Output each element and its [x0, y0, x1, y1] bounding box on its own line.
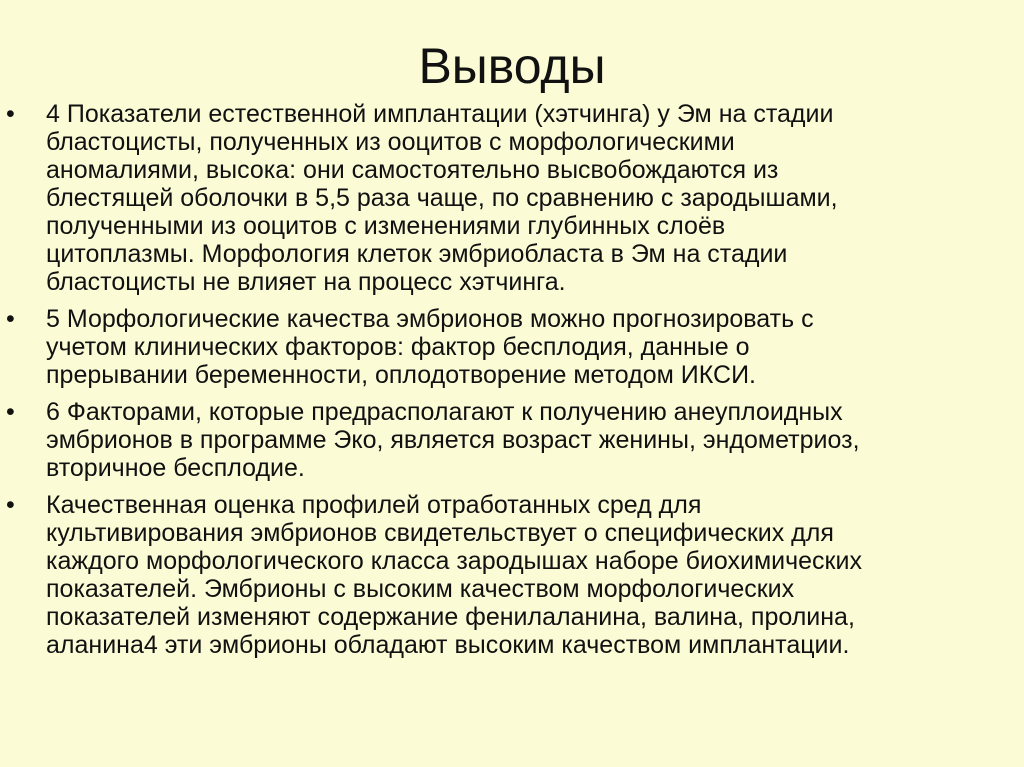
list-item-text: Качественная оценка профилей отработанных сред для культивирования эмбрионов свидетельствует о специфических для каждого морфологического класса зародышах наборе биохимических показателей. Эмбрионы с высоким качеством морфологических показателей изменяют содержание фенилаланина, валина, пролина, аланина4 эти эмбрионы обладают высоким качеством имплантации.	[46, 491, 862, 659]
list-item-text: 4 Показатели естественной имплантации (хэтчинга) у Эм на стадии бластоцисты, полученных из ооцитов с морфологическими аномалиями, высока: они самостоятельно высвобождаются из блестящей оболочки в 5,5 раза чаще, по сравнению с зародышами, полученными из ооцитов с изменениями глубинных слоёв цитоплазмы. Морфология клеток эмбриобласта в Эм на стадии бластоцисты не влияет на процесс хэтчинга.	[46, 100, 838, 296]
bullet-icon: •	[6, 398, 15, 426]
list-item	[0, 491, 1024, 659]
list-item-text: 6 Факторами, которые предрасполагают к получению анеуплоидных эмбрионов в программе Эко, является возраст женины, эндометриоз, вторичное бесплодие.	[46, 398, 860, 482]
list-item	[0, 398, 1024, 482]
list-item	[0, 305, 1024, 389]
list-item-text: 5 Морфологические качества эмбрионов можно прогнозировать с учетом клинических факторов: фактор бесплодия, данные о прерывании беременности, оплодотворение методом ИКСИ.	[46, 305, 814, 389]
conclusions-list	[0, 100, 1024, 668]
list-item	[0, 100, 1024, 296]
bullet-icon: •	[6, 305, 15, 333]
bullet-icon: •	[6, 491, 15, 519]
bullet-icon: •	[6, 100, 15, 128]
slide-title: Выводы	[418, 38, 606, 94]
